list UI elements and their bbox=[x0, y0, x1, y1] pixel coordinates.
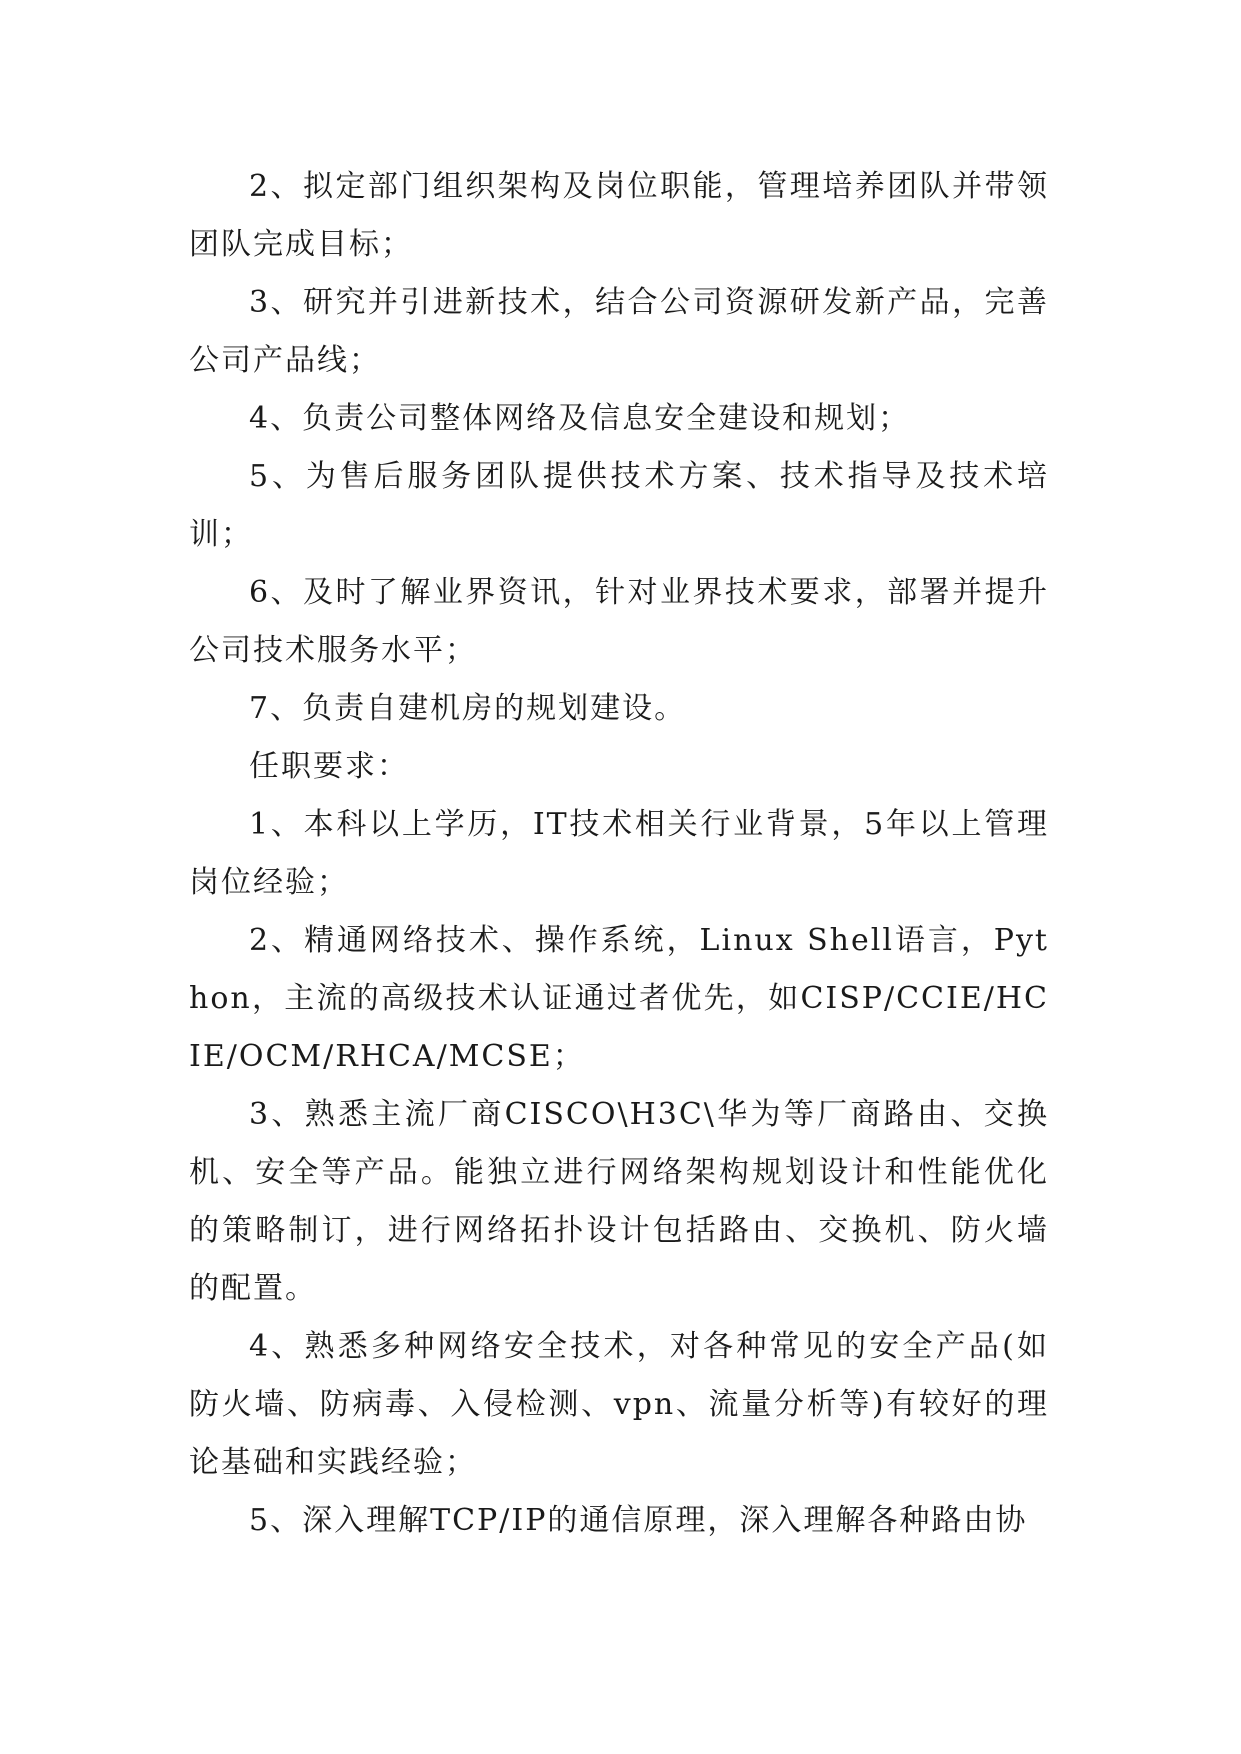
document-body bbox=[189, 158, 1049, 1550]
paragraph-duty-7: 7、负责自建机房的规划建设。 bbox=[249, 691, 687, 726]
paragraph-duty-6: 6、及时了解业界资讯，针对业界技术要求，部署并提升公司技术服务水平； bbox=[189, 575, 1049, 668]
paragraph-duty-5: 5、为售后服务团队提供技术方案、技术指导及技术培训； bbox=[189, 459, 1049, 552]
paragraph-requirement-2: 2、精通网络技术、操作系统，Linux Shell语言，Python，主流的高级技术认证通过者优先，如CISP/CCIE/HCIE/OCM/RHCA/MCSE； bbox=[189, 923, 1049, 1074]
section-heading-requirements: 任职要求： bbox=[249, 749, 409, 784]
paragraph-requirement-1: 1、本科以上学历，IT技术相关行业背景，5年以上管理岗位经验； bbox=[189, 807, 1049, 900]
paragraph-requirement-3: 3、熟悉主流厂商CISCO\H3C\华为等厂商路由、交换机、安全等产品。能独立进行网络架构规划设计和性能优化的策略制订，进行网络拓扑设计包括路由、交换机、防火墙的配置。 bbox=[189, 1097, 1049, 1306]
paragraph-duty-4: 4、负责公司整体网络及信息安全建设和规划； bbox=[249, 401, 911, 436]
paragraph-duty-3: 3、研究并引进新技术，结合公司资源研发新产品，完善公司产品线； bbox=[189, 285, 1049, 378]
paragraph-duty-2: 2、拟定部门组织架构及岗位职能，管理培养团队并带领团队完成目标； bbox=[189, 169, 1049, 262]
paragraph-requirement-4: 4、熟悉多种网络安全技术，对各种常见的安全产品(如防火墙、防病毒、入侵检测、vpn、流量分析等)有较好的理论基础和实践经验； bbox=[189, 1329, 1049, 1480]
paragraph-requirement-5: 5、深入理解TCP/IP的通信原理，深入理解各种路由协 bbox=[249, 1503, 1028, 1538]
